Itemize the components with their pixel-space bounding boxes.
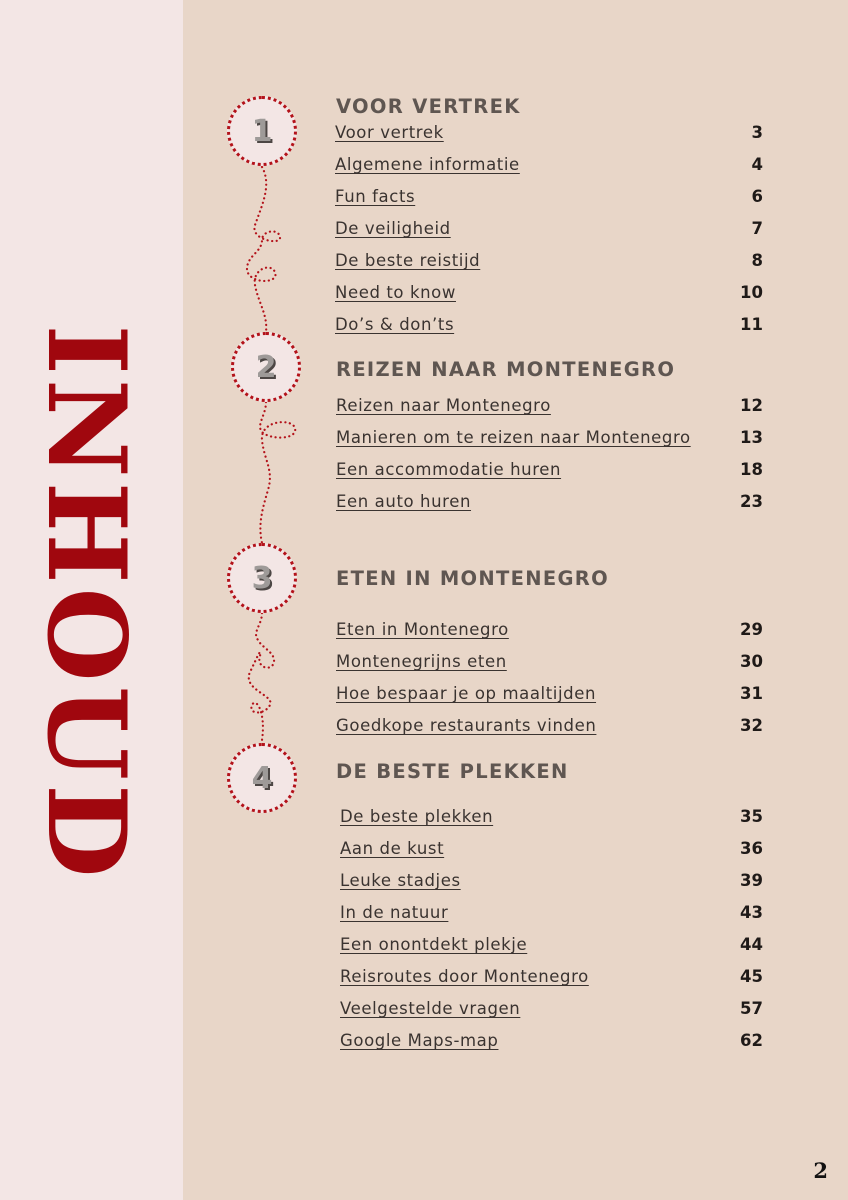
toc-page-number: 30 — [740, 652, 763, 671]
toc-page-number: 39 — [740, 871, 763, 890]
toc-page-number: 23 — [740, 492, 763, 511]
toc-page-number: 6 — [751, 187, 763, 206]
toc-link[interactable]: Need to know — [335, 283, 456, 302]
toc-link[interactable]: Algemene informatie — [335, 155, 520, 174]
toc-link[interactable]: Voor vertrek — [335, 123, 444, 142]
toc-link[interactable]: In de natuur — [340, 903, 449, 922]
section-heading: DE BESTE PLEKKEN — [336, 760, 569, 783]
toc-page-number: 32 — [740, 716, 763, 735]
toc-link[interactable]: Een onontdekt plekje — [340, 935, 528, 954]
toc-entry[interactable] — [0, 251, 848, 277]
toc-entry[interactable] — [0, 492, 848, 518]
toc-entry[interactable] — [0, 460, 848, 486]
toc-link[interactable]: Hoe bespaar je op maaltijden — [336, 684, 597, 703]
section-heading: REIZEN NAAR MONTENEGRO — [336, 358, 676, 381]
toc-page-number: 36 — [740, 839, 763, 858]
toc-link[interactable]: Een auto huren — [336, 492, 472, 511]
page-number: 2 — [813, 1158, 828, 1183]
toc-entry[interactable] — [0, 716, 848, 742]
toc-link[interactable]: Veelgestelde vragen — [340, 999, 521, 1018]
toc-entry[interactable] — [0, 620, 848, 646]
toc-page-number: 3 — [751, 123, 763, 142]
section-number-badge: 2 — [231, 332, 301, 402]
toc-link[interactable]: Montenegrijns eten — [336, 652, 507, 671]
toc-entry[interactable] — [0, 684, 848, 710]
toc-link[interactable]: Eten in Montenegro — [336, 620, 509, 639]
toc-entry[interactable] — [0, 652, 848, 678]
toc-link[interactable]: Do’s & don’ts — [335, 315, 455, 334]
section-number-badge: 1 — [227, 96, 297, 166]
toc-link[interactable]: Manieren om te reizen naar Montenegro — [336, 428, 691, 447]
toc-page-number: 18 — [740, 460, 763, 479]
toc-entry[interactable] — [0, 999, 848, 1025]
toc-link[interactable]: Aan de kust — [340, 839, 445, 858]
toc-entry[interactable] — [0, 123, 848, 149]
toc-link[interactable]: De beste plekken — [340, 807, 494, 826]
toc-entry[interactable] — [0, 935, 848, 961]
toc-page-number: 29 — [740, 620, 763, 639]
toc-page-number: 45 — [740, 967, 763, 986]
toc-entry[interactable] — [0, 428, 848, 454]
toc-page-number: 62 — [740, 1031, 763, 1050]
toc-link[interactable]: De veiligheid — [335, 219, 451, 238]
toc-link[interactable]: Goedkope restaurants vinden — [336, 716, 597, 735]
toc-link[interactable]: Reisroutes door Montenegro — [340, 967, 589, 986]
toc-page-number: 4 — [751, 155, 763, 174]
toc-link[interactable]: De beste reistijd — [335, 251, 481, 270]
toc-page-number: 12 — [740, 396, 763, 415]
toc-entry[interactable] — [0, 315, 848, 341]
toc-page-number: 57 — [740, 999, 763, 1018]
toc-page-number: 31 — [740, 684, 763, 703]
toc-page-number: 11 — [740, 315, 763, 334]
toc-page-number: 13 — [740, 428, 763, 447]
section-heading: VOOR VERTREK — [336, 95, 521, 118]
toc-page-number: 10 — [740, 283, 763, 302]
toc-entry[interactable] — [0, 187, 848, 213]
toc-entry[interactable] — [0, 871, 848, 897]
toc-link[interactable]: Fun facts — [335, 187, 416, 206]
toc-link[interactable]: Reizen naar Montenegro — [336, 396, 551, 415]
toc-entry[interactable] — [0, 839, 848, 865]
toc-page-number: 7 — [751, 219, 763, 238]
toc-page-number: 8 — [751, 251, 763, 270]
toc-entry[interactable] — [0, 967, 848, 993]
section-heading: ETEN IN MONTENEGRO — [336, 567, 609, 590]
toc-page-number: 44 — [740, 935, 763, 954]
toc-entry[interactable] — [0, 903, 848, 929]
section-number-badge: 4 — [227, 743, 297, 813]
toc-link[interactable]: Google Maps-map — [340, 1031, 499, 1050]
toc-link[interactable]: Leuke stadjes — [340, 871, 461, 890]
section-number-badge: 3 — [227, 543, 297, 613]
toc-entry[interactable] — [0, 283, 848, 309]
toc-entry[interactable] — [0, 155, 848, 181]
page-title: INHOUD — [23, 324, 149, 882]
toc-entry[interactable] — [0, 219, 848, 245]
toc-link[interactable]: Een accommodatie huren — [336, 460, 562, 479]
toc-page-number: 43 — [740, 903, 763, 922]
toc-page-number: 35 — [740, 807, 763, 826]
toc-entry[interactable] — [0, 1031, 848, 1057]
toc-entry[interactable] — [0, 396, 848, 422]
toc-entry[interactable] — [0, 807, 848, 833]
